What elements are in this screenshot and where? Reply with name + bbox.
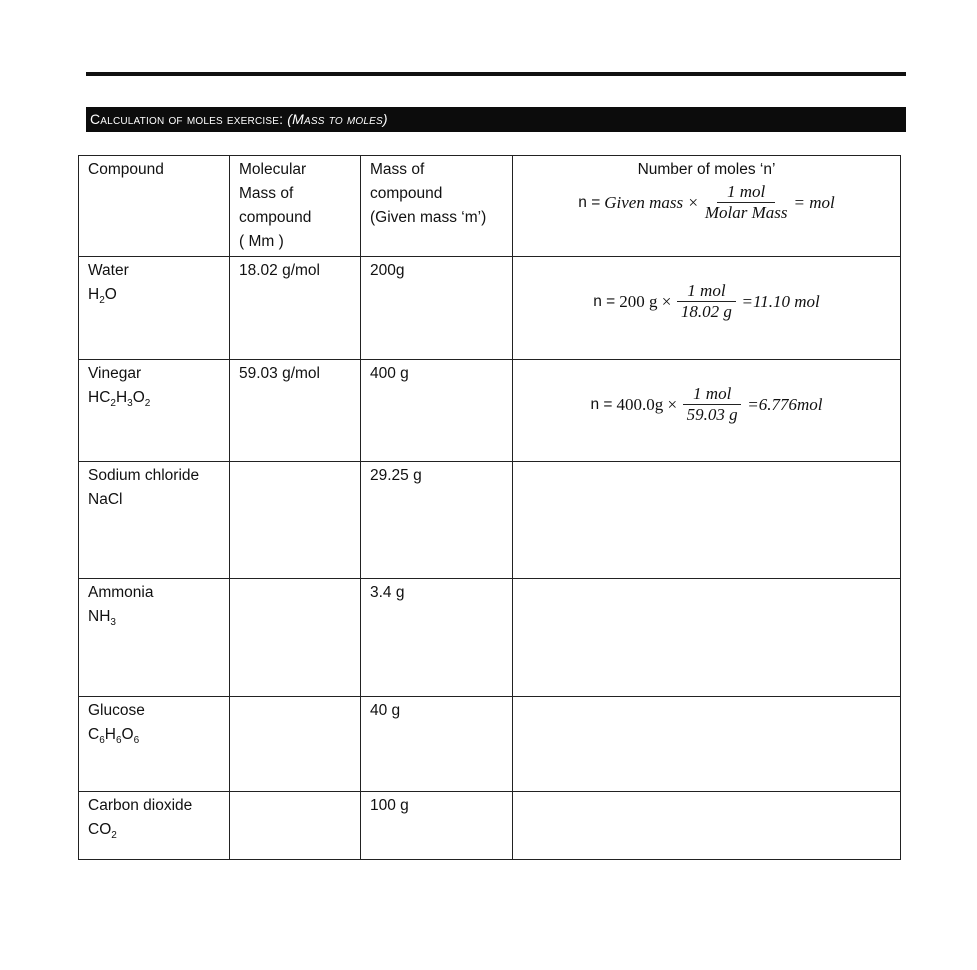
formula-part: HC <box>88 389 111 406</box>
header-moles <box>513 156 901 257</box>
mass-cell: 100 g <box>361 792 513 860</box>
subscript: 6 <box>133 735 140 747</box>
table-row <box>79 360 901 462</box>
calc-fraction <box>683 384 741 425</box>
compound-name: Carbon dioxide <box>88 797 193 814</box>
compound-name: Sodium chloride <box>88 467 200 484</box>
compound-cell <box>79 462 230 579</box>
compound-name: Water <box>88 262 129 279</box>
table-row <box>79 462 901 579</box>
molecular-mass-cell[interactable] <box>230 697 361 792</box>
mass-cell: 40 g <box>361 697 513 792</box>
denominator: 18.02 g <box>680 302 732 321</box>
calc-lhs: n = <box>590 395 613 413</box>
formula-part: H <box>88 286 100 303</box>
calc-lhs: n = <box>593 292 616 310</box>
compound-name: Ammonia <box>88 584 154 601</box>
header-mass <box>361 156 513 257</box>
table-row <box>79 792 901 860</box>
numerator: 1 mol <box>677 281 735 302</box>
molecular-mass-cell[interactable] <box>230 462 361 579</box>
calc-rhs: =11.10 mol <box>741 291 820 311</box>
mass-cell: 200g <box>361 257 513 360</box>
subscript: 3 <box>127 398 133 410</box>
table-row <box>79 579 901 697</box>
subscript: 2 <box>110 398 116 410</box>
moles-calculation <box>522 384 891 425</box>
compound-formula <box>88 818 220 848</box>
compound-name: Glucose <box>88 702 145 719</box>
formula-part: O <box>132 389 145 406</box>
top-rule <box>86 72 906 76</box>
subscript: 3 <box>110 617 116 629</box>
numerator: 1 mol <box>717 182 775 203</box>
compound-formula <box>88 386 220 416</box>
formula-fraction <box>705 182 788 223</box>
formula-lhs: n = <box>578 193 601 211</box>
formula-part: H <box>115 389 128 406</box>
subscript: 2 <box>99 295 105 307</box>
table-row <box>79 257 901 360</box>
title-sub: (Mass to moles) <box>287 111 388 127</box>
formula-part: C <box>88 726 100 743</box>
molecular-mass-cell[interactable] <box>230 579 361 697</box>
header-line: ( Mm ) <box>239 233 284 250</box>
mass-cell: 29.25 g <box>361 462 513 579</box>
subscript: 6 <box>115 735 122 747</box>
formula-part: O <box>104 286 117 303</box>
header-line: (Given mass ‘m’) <box>370 209 487 226</box>
subscript: 6 <box>99 735 105 747</box>
compound-name: Vinegar <box>88 365 142 382</box>
header-moles-label: Number of moles ‘n’ <box>637 161 776 178</box>
moles-calculation <box>522 281 891 322</box>
calc-rhs: =6.776mol <box>747 394 823 414</box>
header-molecular-mass <box>230 156 361 257</box>
compound-cell <box>79 792 230 860</box>
mass-cell: 400 g <box>361 360 513 462</box>
formula-part: O <box>121 726 134 743</box>
formula-part: NaCl <box>88 491 123 508</box>
compound-formula <box>88 723 220 753</box>
general-formula <box>522 182 891 223</box>
table-row <box>79 697 901 792</box>
denominator: Molar Mass <box>704 203 788 222</box>
section-title <box>86 107 906 132</box>
formula-part: H <box>104 726 116 743</box>
moles-cell[interactable] <box>513 462 901 579</box>
subscript: 2 <box>144 398 151 410</box>
compound-formula <box>88 283 220 313</box>
molecular-mass-cell[interactable]: 59.03 g/mol <box>230 360 361 462</box>
formula-part: NH <box>88 608 111 625</box>
moles-table <box>78 155 901 860</box>
header-compound: Compound <box>79 156 230 257</box>
compound-formula <box>88 605 220 635</box>
numerator: 1 mol <box>683 384 741 405</box>
formula-part: CO <box>88 821 112 838</box>
moles-cell[interactable] <box>513 579 901 697</box>
header-row <box>79 156 901 257</box>
molecular-mass-cell[interactable] <box>230 792 361 860</box>
header-line: compound <box>370 185 443 202</box>
title-main: Calculation of moles exercise: <box>90 111 284 127</box>
moles-cell[interactable] <box>513 697 901 792</box>
moles-cell[interactable] <box>513 792 901 860</box>
calc-given: 200 g × <box>619 291 672 311</box>
formula-rhs: = mol <box>793 192 835 212</box>
calc-fraction <box>677 281 735 322</box>
compound-cell <box>79 360 230 462</box>
header-line: Mass of <box>370 161 425 178</box>
compound-cell <box>79 579 230 697</box>
header-line: Molecular <box>239 161 307 178</box>
compound-cell <box>79 697 230 792</box>
formula-given: Given mass × <box>604 192 699 212</box>
moles-cell[interactable] <box>513 360 901 462</box>
mass-cell: 3.4 g <box>361 579 513 697</box>
subscript: 2 <box>111 830 117 842</box>
compound-formula <box>88 488 220 512</box>
header-line: compound <box>239 209 312 226</box>
molecular-mass-cell[interactable]: 18.02 g/mol <box>230 257 361 360</box>
calc-given: 400.0g × <box>616 394 678 414</box>
moles-cell[interactable] <box>513 257 901 360</box>
compound-cell <box>79 257 230 360</box>
header-line: Mass of <box>239 185 294 202</box>
denominator: 59.03 g <box>686 405 738 424</box>
